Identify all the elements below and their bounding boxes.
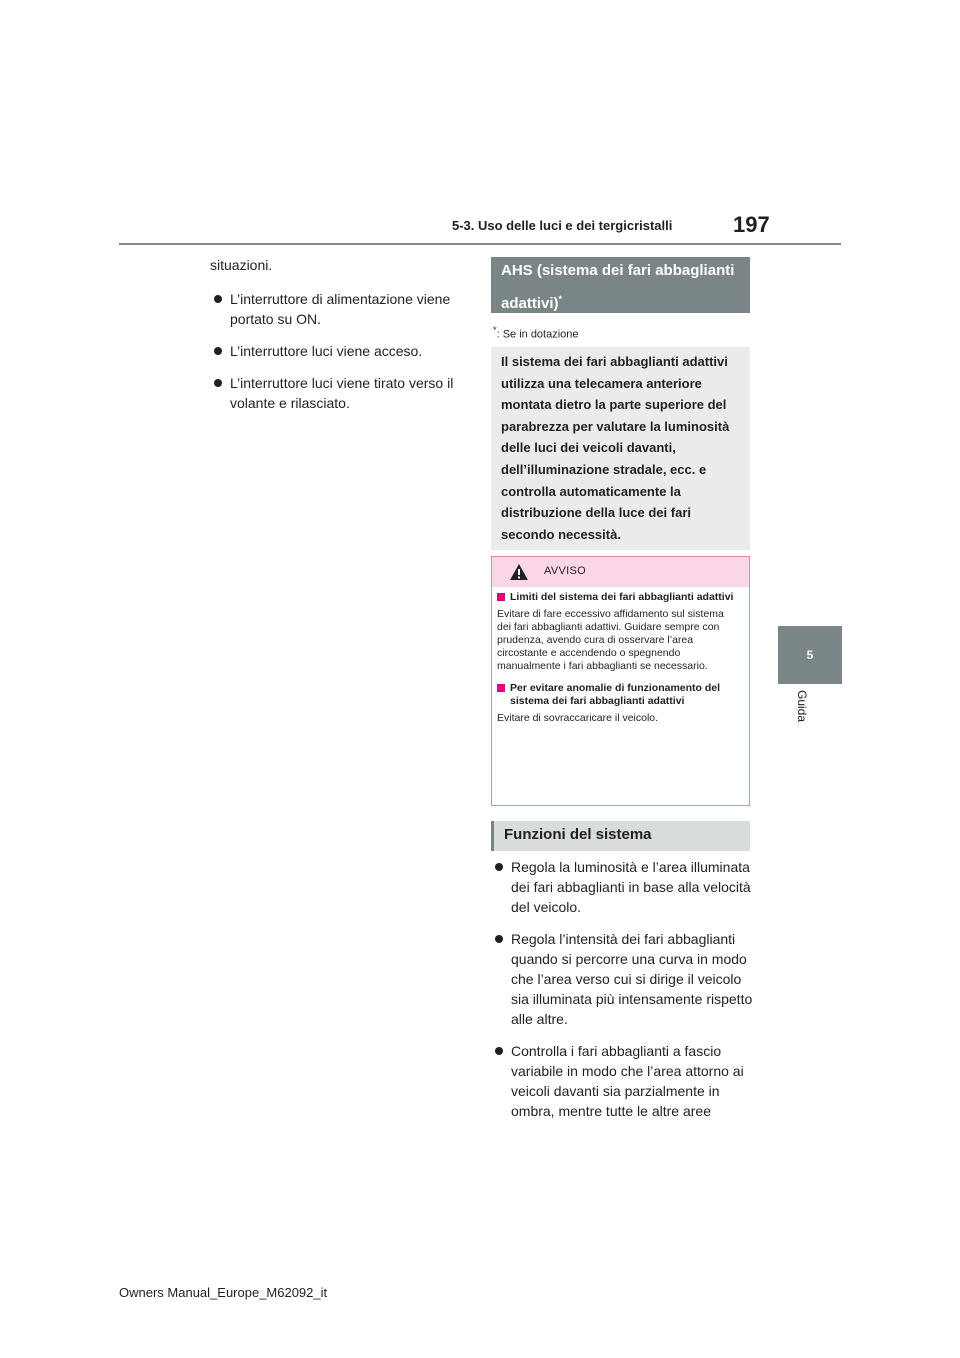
left-column	[210, 255, 470, 425]
asterisk-mark: *	[558, 294, 563, 304]
warning-header	[492, 557, 749, 587]
chapter-tab[interactable]	[778, 626, 842, 684]
chapter-number: 5	[806, 648, 814, 662]
section-heading-ahs	[491, 257, 750, 313]
warning-item-text: Evitare di fare eccessivo affidamento sul sistema dei fari abbaglianti adattivi. Guidare sempre con prudenza, avendo cura di osservare l’area circostante e accendendo o spegnendo manualmente i fari abbaglianti se necessario.	[497, 608, 724, 672]
warning-item-heading: Per evitare anomalie di funzionamento del sistema dei fari abbaglianti adattivi	[497, 682, 739, 708]
list-item: L’interruttore luci viene acceso.	[210, 341, 470, 361]
warning-label: AVVISO	[544, 565, 586, 577]
footnote	[493, 325, 579, 341]
functions-list	[491, 857, 753, 1121]
footnote-mark: *	[493, 325, 497, 335]
condition-list	[210, 289, 470, 413]
list-item: L’interruttore di alimentazione viene portato su ON.	[210, 289, 470, 329]
warning-box	[491, 556, 750, 806]
list-item: Regola l’intensità dei fari abbaglianti quando si percorre una curva in modo che l’area verso cui si dirige il veicolo sia illuminata più intensamente rispetto alle altre.	[491, 929, 753, 1029]
warning-triangle-icon	[509, 563, 529, 581]
heading-text: AHS (sistema dei fari abbaglianti adattivi)	[501, 262, 735, 312]
warning-body	[497, 591, 739, 734]
intro-summary-box: Il sistema dei fari abbaglianti adattivi utilizza una telecamera anteriore montata dietro la parte superiore del parabrezza per valutare la luminosità delle luci dei veicoli davanti, dell’illuminazione stradale, ecc. e controlla automaticamente la distribuzione della luce dei fari secondo necessità.	[491, 347, 750, 550]
chapter-label: Guida	[795, 690, 809, 723]
footnote-text: : Se in dotazione	[496, 328, 579, 341]
list-item: L’interruttore luci viene tirato verso il volante e rilasciato.	[210, 373, 470, 413]
list-item: Controlla i fari abbaglianti a fascio variabile in modo che l’area attorno ai veicoli davanti sia parzialmente in ombra, mentre tutte le altre aree	[491, 1041, 753, 1121]
list-item: Regola la luminosità e l’area illuminata dei fari abbaglianti in base alla velocità del veicolo.	[491, 857, 753, 917]
warning-item-heading: Limiti del sistema dei fari abbaglianti adattivi	[497, 591, 739, 604]
page-number: 197	[733, 212, 770, 237]
header-divider	[119, 243, 841, 245]
functions-list-container	[491, 857, 753, 1133]
footer-text: Owners Manual_Europe_M62092_it	[119, 1285, 328, 1300]
section-title: 5-3. Uso delle luci e dei tergicristalli	[452, 218, 673, 233]
warning-item-text: Evitare di sovraccaricare il veicolo.	[497, 712, 659, 724]
continuation-text: situazioni.	[210, 257, 273, 273]
section-heading-functions: Funzioni del sistema	[491, 821, 750, 851]
